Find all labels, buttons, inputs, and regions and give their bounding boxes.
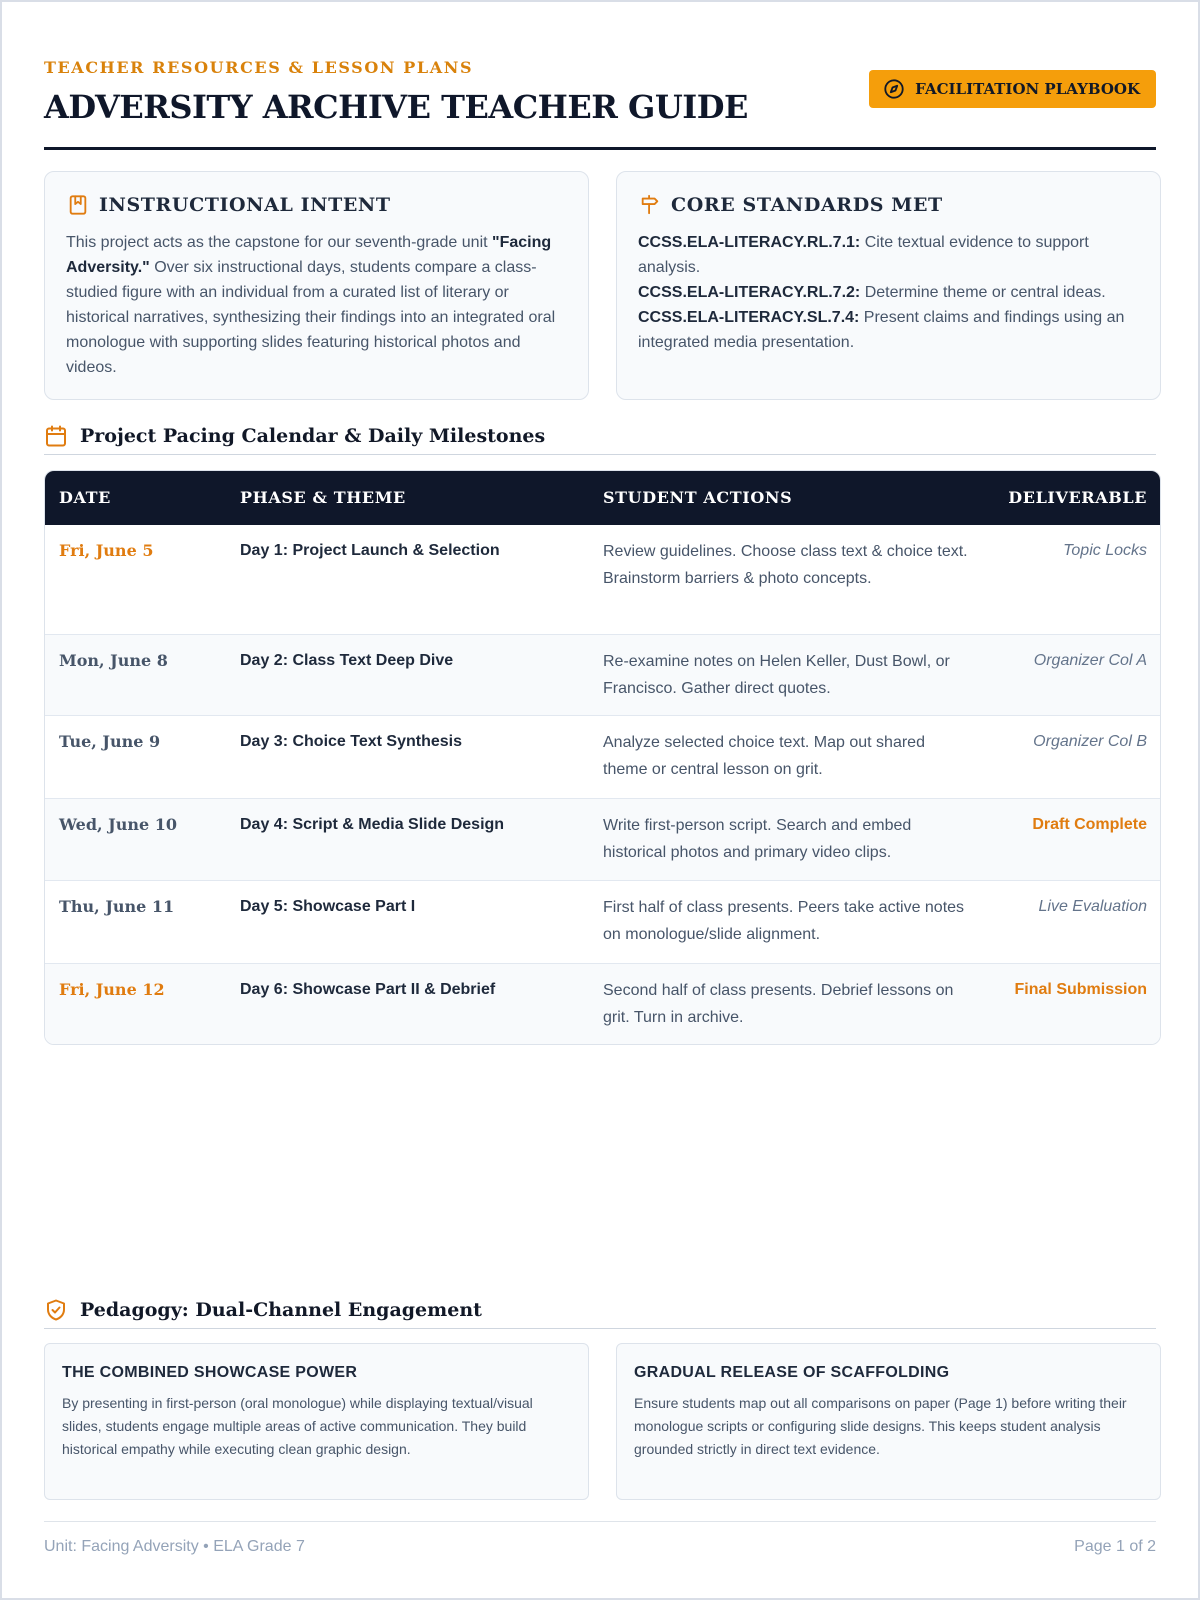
intent-text: This project acts as the capstone for our seventh-grade unit "Facing Adversity." Over six instructional days, students compare a class-studied figure with an individual from a curated list of literary or historical narratives, synthesizing their findings into an integrated oral monologue with supporting slides featuring historical photos and videos. — [66, 234, 556, 376]
row-actions: Review guidelines. Choose class text & choice text. Brainstorm barriers & photo concepts. — [603, 543, 968, 587]
showcase-power-text: By presenting in first-person (oral monologue) while displaying textual/visual slides, students engage multiple areas of active communication. They build historical empathy while executing clean graphic design. — [62, 1395, 533, 1457]
instructional-intent-card — [44, 171, 589, 400]
table-row — [45, 963, 1160, 1044]
table-row — [45, 715, 1160, 798]
pacing-table — [44, 470, 1161, 1045]
row-deliverable: Live Evaluation — [1038, 898, 1147, 915]
column-header-date: DATE — [59, 488, 111, 507]
standards-list — [638, 230, 1140, 355]
footer-divider — [44, 1521, 1156, 1522]
row-phase: Day 2: Class Text Deep Dive — [240, 652, 454, 669]
row-deliverable: Draft Complete — [1032, 816, 1147, 833]
column-header-phase: PHASE & THEME — [240, 488, 406, 507]
row-phase: Day 4: Script & Media Slide Design — [240, 816, 505, 833]
standard-item: CCSS.ELA-LITERACY.SL.7.4: Present claims and findings using an integrated media presentation. — [638, 309, 1125, 351]
showcase-power-card — [44, 1343, 589, 1500]
badge-label: FACILITATION PLAYBOOK — [915, 80, 1140, 98]
row-date: Fri, June 12 — [59, 980, 165, 999]
row-deliverable: Organizer Col A — [1033, 652, 1147, 669]
row-actions: Re-examine notes on Helen Keller, Dust Bowl, or Francisco. Gather direct quotes. — [603, 653, 950, 697]
column-header-actions: STUDENT ACTIONS — [603, 488, 793, 507]
table-header — [45, 471, 1160, 525]
row-phase: Day 6: Showcase Part II & Debrief — [240, 981, 496, 998]
compass-icon — [883, 78, 905, 100]
pacing-section-heading: Project Pacing Calendar & Daily Milestones — [44, 417, 1156, 455]
calendar-icon — [44, 424, 68, 448]
header-divider — [44, 147, 1156, 150]
row-phase: Day 1: Project Launch & Selection — [240, 542, 500, 559]
page-title: ADVERSITY ARCHIVE TEACHER GUIDE — [44, 88, 748, 126]
table-row — [45, 798, 1160, 880]
standard-item: CCSS.ELA-LITERACY.RL.7.1: Cite textual evidence to support analysis. — [638, 234, 1089, 276]
row-deliverable: Final Submission — [1014, 981, 1147, 998]
row-date: Tue, June 9 — [59, 732, 161, 751]
core-standards-card — [616, 171, 1161, 400]
row-phase: Day 5: Showcase Part I — [240, 898, 416, 915]
shield-check-icon — [44, 1298, 68, 1322]
row-actions: Analyze selected choice text. Map out shared theme or central lesson on grit. — [603, 734, 925, 778]
standard-item: CCSS.ELA-LITERACY.RL.7.2: Determine theme or central ideas. — [638, 284, 1106, 301]
row-date: Fri, June 5 — [59, 541, 154, 560]
column-header-deliverable: DELIVERABLE — [1008, 488, 1147, 507]
scaffolding-text: Ensure students map out all comparisons on paper (Page 1) before writing their monologue scripts or configuring slide designs. This keeps student analysis grounded strictly in direct text evidence. — [634, 1395, 1127, 1457]
row-date: Mon, June 8 — [59, 651, 168, 670]
row-actions: Second half of class presents. Debrief lessons on grit. Turn in archive. — [603, 982, 954, 1026]
row-deliverable: Topic Locks — [1063, 542, 1147, 559]
row-date: Wed, June 10 — [59, 815, 178, 834]
table-row — [45, 525, 1160, 634]
footer-unit-label: Unit: Facing Adversity • ELA Grade 7 — [44, 1538, 305, 1555]
page-number: Page 1 of 2 — [1074, 1538, 1156, 1555]
signpost-icon — [639, 194, 661, 216]
row-date: Thu, June 11 — [59, 897, 175, 916]
pedagogy-section-heading: Pedagogy: Dual-Channel Engagement — [44, 1291, 1156, 1329]
eyebrow-label: TEACHER RESOURCES & LESSON PLANS — [44, 58, 474, 77]
intent-heading: INSTRUCTIONAL INTENT — [99, 194, 391, 216]
showcase-power-title: THE COMBINED SHOWCASE POWER — [62, 1364, 358, 1381]
standards-heading: CORE STANDARDS MET — [671, 194, 943, 216]
table-row — [45, 634, 1160, 715]
table-row — [45, 880, 1160, 963]
scaffolding-title: GRADUAL RELEASE OF SCAFFOLDING — [634, 1364, 950, 1381]
scaffolding-card — [616, 1343, 1161, 1500]
row-actions: Write first-person script. Search and embed historical photos and primary video clips. — [603, 817, 912, 861]
row-actions: First half of class presents. Peers take active notes on monologue/slide alignment. — [603, 899, 965, 943]
row-deliverable: Organizer Col B — [1033, 733, 1147, 750]
facilitation-playbook-badge — [869, 70, 1156, 108]
bookmark-book-icon — [67, 194, 89, 216]
row-phase: Day 3: Choice Text Synthesis — [240, 733, 462, 750]
